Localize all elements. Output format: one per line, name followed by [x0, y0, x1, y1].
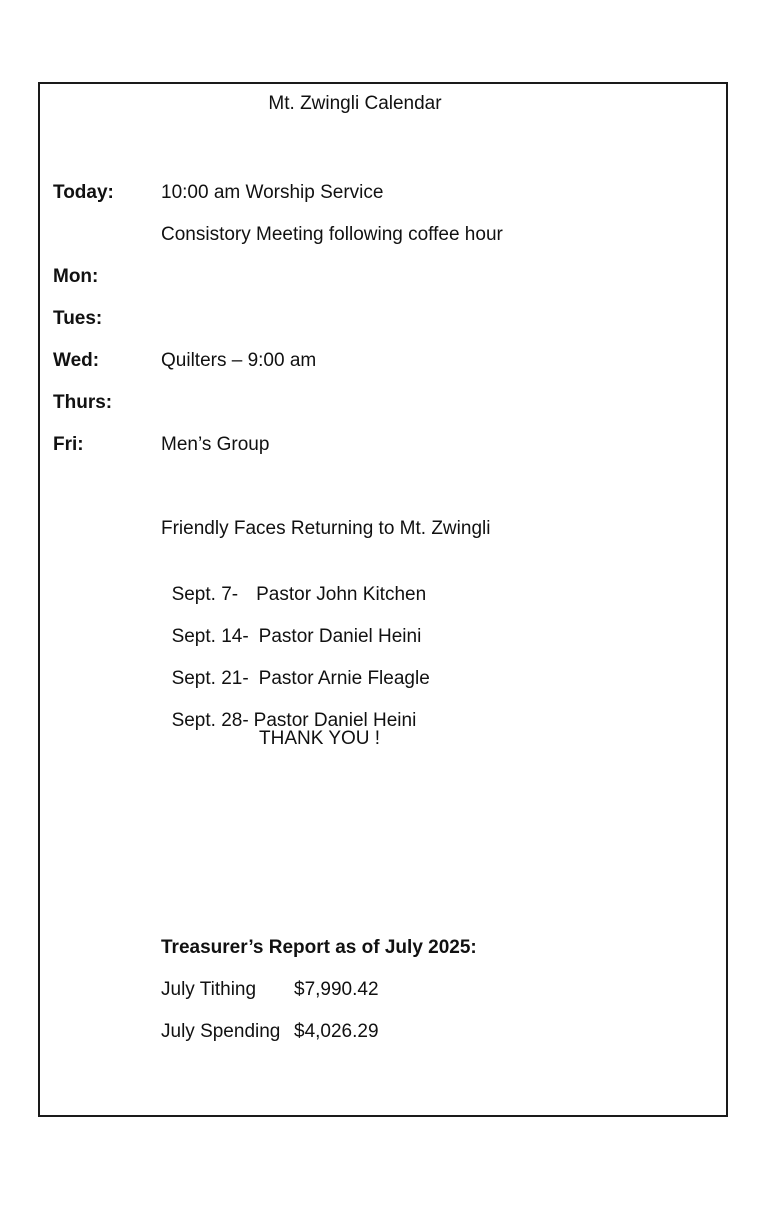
- day-label-today: Today:: [53, 182, 114, 203]
- guest-name: Pastor Arnie Fleagle: [258, 668, 430, 689]
- spending-label: July Spending: [161, 1021, 281, 1042]
- day-label-mon: Mon:: [53, 266, 99, 287]
- page-title: Mt. Zwingli Calendar: [268, 93, 442, 114]
- today-event-1: 10:00 am Worship Service: [161, 182, 384, 203]
- treasurer-heading: Treasurer’s Report as of July 2025:: [161, 937, 477, 958]
- guest-date: Sept. 21-: [171, 668, 249, 689]
- thank-you-text: THANK YOU !: [259, 728, 381, 749]
- guest-date: Sept. 28-: [171, 710, 249, 731]
- list-item: [161, 559, 426, 607]
- guest-name: Pastor Daniel Heini: [253, 710, 417, 731]
- day-label-thurs: Thurs:: [53, 392, 113, 413]
- guest-date: Sept. 7-: [171, 584, 239, 605]
- guest-name: Pastor John Kitchen: [256, 584, 427, 605]
- list-item: [161, 601, 421, 649]
- spending-value: $4,026.29: [294, 1021, 379, 1042]
- day-label-fri: Fri:: [53, 434, 84, 455]
- today-event-2: Consistory Meeting following coffee hour: [161, 224, 503, 245]
- guest-name: Pastor Daniel Heini: [258, 626, 422, 647]
- guest-date: Sept. 14-: [171, 626, 249, 647]
- list-item: [161, 643, 430, 691]
- tithing-value: $7,990.42: [294, 979, 379, 1000]
- tithing-label: July Tithing: [161, 979, 257, 1000]
- guests-heading: Friendly Faces Returning to Mt. Zwingli: [161, 518, 491, 539]
- wed-event: Quilters – 9:00 am: [161, 350, 317, 371]
- fri-event: Men’s Group: [161, 434, 270, 455]
- day-label-tues: Tues:: [53, 308, 103, 329]
- list-item: [161, 685, 416, 733]
- day-label-wed: Wed:: [53, 350, 100, 371]
